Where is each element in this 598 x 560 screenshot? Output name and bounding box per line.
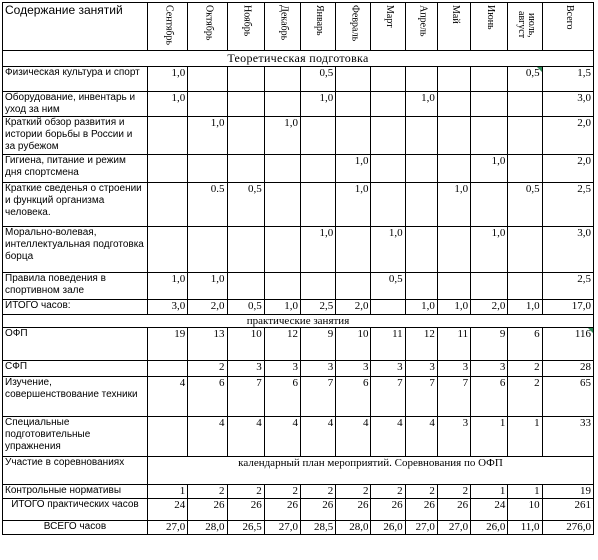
value-cell: 1,0 xyxy=(264,117,300,155)
value-cell: 1,0 xyxy=(147,67,187,92)
value-cell: 2 xyxy=(405,485,437,499)
month-header: Май xyxy=(437,3,470,51)
table-row xyxy=(3,457,594,485)
training-plan-table xyxy=(2,2,594,535)
value-cell xyxy=(300,183,335,227)
value-cell: 3 xyxy=(437,361,470,377)
value-cell: 1,0 xyxy=(508,300,542,315)
value-cell: 1,0 xyxy=(147,92,187,117)
value-cell xyxy=(264,183,300,227)
table-row xyxy=(3,328,594,361)
value-cell xyxy=(471,183,508,227)
table-row xyxy=(3,155,594,183)
value-cell: 1,0 xyxy=(437,183,470,227)
month-header: Январь xyxy=(300,3,335,51)
value-cell xyxy=(508,155,542,183)
table-row xyxy=(3,485,594,499)
value-cell xyxy=(300,273,335,300)
value-cell xyxy=(336,227,371,273)
value-cell: 19 xyxy=(542,485,593,499)
value-cell xyxy=(188,227,227,273)
value-cell: 28 xyxy=(542,361,593,377)
value-cell: 26 xyxy=(300,499,335,521)
value-cell: 2 xyxy=(336,485,371,499)
value-cell: 6 xyxy=(264,377,300,417)
value-cell: 3,0 xyxy=(542,92,593,117)
value-cell: 3 xyxy=(336,361,371,377)
value-cell: 0,5 xyxy=(300,67,335,92)
header-label: Содержание занятий xyxy=(3,3,148,51)
value-cell xyxy=(508,117,542,155)
value-cell: 12 xyxy=(264,328,300,361)
value-cell xyxy=(300,117,335,155)
value-cell: 0,5 xyxy=(371,273,405,300)
value-cell: 26 xyxy=(227,499,264,521)
value-cell: 7 xyxy=(300,377,335,417)
value-cell: 10 xyxy=(227,328,264,361)
value-cell: 6 xyxy=(508,328,542,361)
value-cell: 27,0 xyxy=(437,521,470,535)
value-cell: 7 xyxy=(437,377,470,417)
value-cell: 3 xyxy=(437,417,470,457)
row-label: Физическая культура и спорт xyxy=(3,67,148,92)
value-cell: 2 xyxy=(188,485,227,499)
value-cell: 3 xyxy=(264,361,300,377)
value-cell: 2,5 xyxy=(300,300,335,315)
value-cell xyxy=(371,117,405,155)
value-cell: 3 xyxy=(371,361,405,377)
month-header: Ноябрь xyxy=(227,3,264,51)
table-row xyxy=(3,183,594,227)
value-cell: 0,5 xyxy=(227,300,264,315)
value-cell: 261 xyxy=(542,499,593,521)
value-cell: 26 xyxy=(437,499,470,521)
row-label: Контрольные нормативы xyxy=(3,485,148,499)
value-cell: 2 xyxy=(437,485,470,499)
value-cell xyxy=(471,273,508,300)
table-row xyxy=(3,300,594,315)
value-cell: 26 xyxy=(336,499,371,521)
value-cell: 1,0 xyxy=(336,183,371,227)
row-label: Изучение, совершенствование техники xyxy=(3,377,148,417)
value-cell: 4 xyxy=(336,417,371,457)
value-cell xyxy=(264,155,300,183)
section-row xyxy=(3,315,594,328)
row-label: Краткие сведенья о строении и функций организма человека. xyxy=(3,183,148,227)
header-row xyxy=(3,3,594,51)
value-cell xyxy=(371,300,405,315)
value-cell: 1,0 xyxy=(471,227,508,273)
value-cell: 17,0 xyxy=(542,300,593,315)
value-cell xyxy=(188,67,227,92)
value-cell: 4 xyxy=(405,417,437,457)
value-cell xyxy=(336,67,371,92)
value-cell xyxy=(508,273,542,300)
table-row xyxy=(3,92,594,117)
value-cell xyxy=(336,273,371,300)
value-cell: 11,0 xyxy=(508,521,542,535)
value-cell xyxy=(371,67,405,92)
table-body xyxy=(3,3,594,535)
value-cell: 11 xyxy=(437,328,470,361)
value-cell: 26 xyxy=(405,499,437,521)
value-cell: 1 xyxy=(471,485,508,499)
table-row xyxy=(3,117,594,155)
value-cell: 0,5 xyxy=(227,183,264,227)
value-cell xyxy=(264,92,300,117)
value-cell xyxy=(471,67,508,92)
value-cell xyxy=(371,92,405,117)
span-note: календарный план мероприятий. Соревнования по ОФП xyxy=(147,457,593,485)
month-header: июль, август xyxy=(508,3,542,51)
value-cell xyxy=(371,183,405,227)
value-cell: 11 xyxy=(371,328,405,361)
value-cell: 10 xyxy=(336,328,371,361)
value-cell: 2,0 xyxy=(188,300,227,315)
value-cell: 28,0 xyxy=(336,521,371,535)
value-cell: 1,0 xyxy=(471,155,508,183)
value-cell: 26,0 xyxy=(471,521,508,535)
value-cell xyxy=(227,273,264,300)
value-cell: 1,0 xyxy=(405,92,437,117)
value-cell: 2 xyxy=(371,485,405,499)
value-cell xyxy=(147,155,187,183)
month-header: Октябрь xyxy=(188,3,227,51)
value-cell: 7 xyxy=(405,377,437,417)
value-cell: 276,0 xyxy=(542,521,593,535)
value-cell xyxy=(188,92,227,117)
table-row xyxy=(3,377,594,417)
row-label: Гигиена, питание и режим дня спортсмена xyxy=(3,155,148,183)
value-cell: 116 xyxy=(542,328,593,361)
value-cell: 2,5 xyxy=(542,273,593,300)
month-header: Апрель xyxy=(405,3,437,51)
value-cell: 19 xyxy=(147,328,187,361)
value-cell: 9 xyxy=(300,328,335,361)
value-cell xyxy=(147,183,187,227)
value-cell: 1,5 xyxy=(542,67,593,92)
table-row xyxy=(3,361,594,377)
value-cell: 1,0 xyxy=(188,117,227,155)
value-cell xyxy=(437,227,470,273)
value-cell: 0.5 xyxy=(188,183,227,227)
row-label: Участие в соревнованиях xyxy=(3,457,148,485)
value-cell: 12 xyxy=(405,328,437,361)
value-cell xyxy=(437,92,470,117)
value-cell xyxy=(437,117,470,155)
value-cell: 4 xyxy=(300,417,335,457)
value-cell: 7 xyxy=(371,377,405,417)
value-cell: 2,5 xyxy=(542,183,593,227)
value-cell xyxy=(508,92,542,117)
row-label: Специальные подготовительные упражнения xyxy=(3,417,148,457)
row-label: ОФП xyxy=(3,328,148,361)
value-cell: 2 xyxy=(188,361,227,377)
value-cell xyxy=(147,227,187,273)
value-cell: 4 xyxy=(188,417,227,457)
value-cell: 1 xyxy=(508,485,542,499)
value-cell: 24 xyxy=(471,499,508,521)
value-cell: 6 xyxy=(188,377,227,417)
row-label: Морально-волевая, интеллектуальная подготовка борца xyxy=(3,227,148,273)
row-label: ИТОГО часов: xyxy=(3,300,148,315)
value-cell: 2 xyxy=(508,377,542,417)
value-cell: 1,0 xyxy=(300,227,335,273)
value-cell: 2,0 xyxy=(471,300,508,315)
value-cell: 6 xyxy=(471,377,508,417)
value-cell xyxy=(405,67,437,92)
value-cell xyxy=(437,67,470,92)
value-cell xyxy=(336,92,371,117)
value-cell xyxy=(300,155,335,183)
value-cell: 3 xyxy=(471,361,508,377)
table-row xyxy=(3,521,594,535)
row-label: СФП xyxy=(3,361,148,377)
value-cell: 2 xyxy=(508,361,542,377)
value-cell: 4 xyxy=(227,417,264,457)
value-cell xyxy=(471,117,508,155)
value-cell: 3 xyxy=(405,361,437,377)
value-cell: 4 xyxy=(371,417,405,457)
value-cell xyxy=(471,92,508,117)
value-cell: 2,0 xyxy=(542,117,593,155)
value-cell xyxy=(227,67,264,92)
value-cell: 27,0 xyxy=(264,521,300,535)
value-cell: 3,0 xyxy=(542,227,593,273)
value-cell: 1,0 xyxy=(405,300,437,315)
section-title: практические занятия xyxy=(3,315,594,328)
value-cell: 2 xyxy=(300,485,335,499)
value-cell xyxy=(371,155,405,183)
value-cell xyxy=(508,227,542,273)
value-cell: 33 xyxy=(542,417,593,457)
table-row xyxy=(3,273,594,300)
value-cell xyxy=(437,273,470,300)
value-cell xyxy=(227,155,264,183)
month-header: Сентябрь xyxy=(147,3,187,51)
value-cell xyxy=(405,183,437,227)
value-cell: 1,0 xyxy=(188,273,227,300)
value-cell: 0,5 xyxy=(508,67,542,92)
row-label: Оборудование, инвентарь и уход за ним xyxy=(3,92,148,117)
value-cell: 1 xyxy=(508,417,542,457)
value-cell: 6 xyxy=(336,377,371,417)
value-cell: 9 xyxy=(471,328,508,361)
value-cell: 3 xyxy=(227,361,264,377)
month-header: Всего xyxy=(542,3,593,51)
value-cell: 26,0 xyxy=(371,521,405,535)
value-cell xyxy=(405,117,437,155)
value-cell: 28,0 xyxy=(188,521,227,535)
value-cell: 3 xyxy=(300,361,335,377)
value-cell: 2 xyxy=(264,485,300,499)
value-cell: 13 xyxy=(188,328,227,361)
value-cell xyxy=(147,117,187,155)
value-cell xyxy=(264,227,300,273)
row-label: Краткий обзор развития и истории борьбы в России и за рубежом xyxy=(3,117,148,155)
value-cell: 26 xyxy=(371,499,405,521)
value-cell: 1,0 xyxy=(336,155,371,183)
month-header: Декабрь xyxy=(264,3,300,51)
value-cell: 1 xyxy=(147,485,187,499)
value-cell xyxy=(437,155,470,183)
row-label: Правила поведения в спортивном зале xyxy=(3,273,148,300)
value-cell: 28,5 xyxy=(300,521,335,535)
value-cell xyxy=(405,273,437,300)
month-header: Февраль xyxy=(336,3,371,51)
value-cell: 1,0 xyxy=(371,227,405,273)
value-cell: 1,0 xyxy=(264,300,300,315)
value-cell: 2,0 xyxy=(542,155,593,183)
value-cell: 26 xyxy=(188,499,227,521)
value-cell: 1 xyxy=(471,417,508,457)
value-cell: 27,0 xyxy=(405,521,437,535)
value-cell: 2,0 xyxy=(336,300,371,315)
value-cell: 1,0 xyxy=(147,273,187,300)
value-cell xyxy=(147,417,187,457)
value-cell xyxy=(264,67,300,92)
value-cell xyxy=(405,155,437,183)
value-cell: 1,0 xyxy=(300,92,335,117)
value-cell: 26 xyxy=(264,499,300,521)
value-cell: 7 xyxy=(227,377,264,417)
table-row xyxy=(3,417,594,457)
value-cell: 2 xyxy=(227,485,264,499)
value-cell: 65 xyxy=(542,377,593,417)
value-cell: 4 xyxy=(147,377,187,417)
table-row xyxy=(3,499,594,521)
value-cell xyxy=(227,227,264,273)
value-cell xyxy=(264,273,300,300)
value-cell xyxy=(188,155,227,183)
value-cell xyxy=(227,92,264,117)
section-title: Теоретическая подготовка xyxy=(3,51,594,67)
value-cell xyxy=(405,227,437,273)
row-label: ВСЕГО часов xyxy=(3,521,148,535)
section-row xyxy=(3,51,594,67)
row-label: ИТОГО практических часов xyxy=(3,499,148,521)
month-header: Март xyxy=(371,3,405,51)
month-header: Июнь xyxy=(471,3,508,51)
value-cell: 10 xyxy=(508,499,542,521)
value-cell: 0,5 xyxy=(508,183,542,227)
value-cell xyxy=(336,117,371,155)
value-cell: 3,0 xyxy=(147,300,187,315)
value-cell: 26,5 xyxy=(227,521,264,535)
value-cell: 27,0 xyxy=(147,521,187,535)
table-row xyxy=(3,67,594,92)
value-cell: 4 xyxy=(264,417,300,457)
value-cell xyxy=(227,117,264,155)
table-row xyxy=(3,227,594,273)
value-cell: 24 xyxy=(147,499,187,521)
value-cell xyxy=(147,361,187,377)
value-cell: 1,0 xyxy=(437,300,470,315)
